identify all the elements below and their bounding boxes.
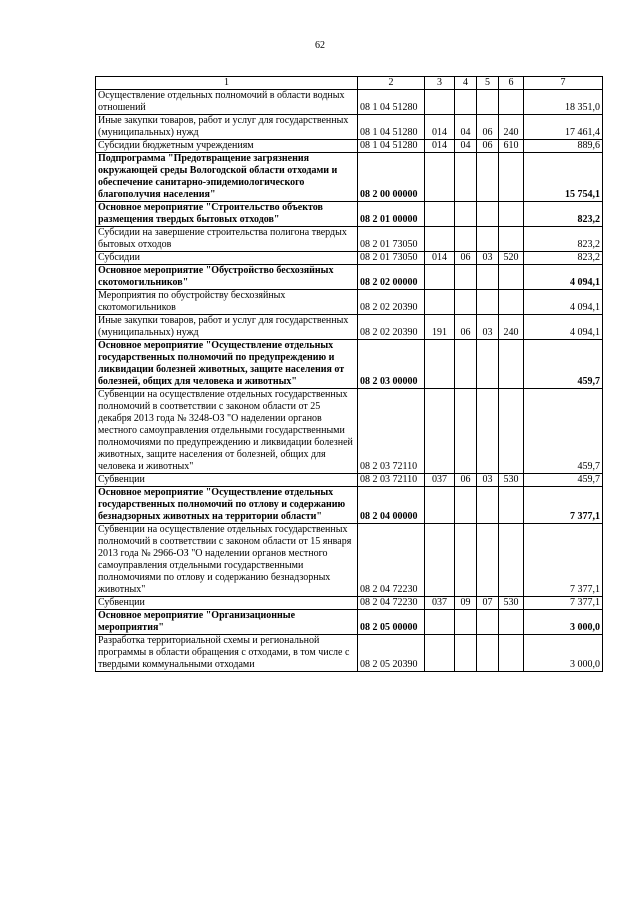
item-code: 08 2 01 73050 [358, 227, 425, 252]
item-grbs [425, 340, 455, 389]
item-expense-type [499, 153, 524, 202]
table-row [96, 252, 603, 265]
item-code: 08 2 02 20390 [358, 290, 425, 315]
item-code: 08 1 04 51280 [358, 115, 425, 140]
item-code: 08 2 03 72110 [358, 474, 425, 487]
item-name: Субсидии бюджетным учреждениям [96, 140, 358, 153]
table-row [96, 227, 603, 252]
item-code: 08 2 03 00000 [358, 340, 425, 389]
item-section [455, 635, 477, 672]
item-name: Иные закупки товаров, работ и услуг для государственных (муниципальных) нужд [96, 115, 358, 140]
item-expense-type: 610 [499, 140, 524, 153]
item-expense-type [499, 610, 524, 635]
item-name: Основное мероприятие "Осуществление отдельных государственных полномочий по отлову и содержанию безнадзорных животных на территории области" [96, 487, 358, 524]
item-sum: 459,7 [524, 389, 603, 474]
item-sum: 7 377,1 [524, 524, 603, 597]
item-section: 06 [455, 252, 477, 265]
item-subsection [477, 524, 499, 597]
item-subsection: 07 [477, 597, 499, 610]
item-expense-type [499, 389, 524, 474]
item-expense-type [499, 524, 524, 597]
item-sum: 823,2 [524, 252, 603, 265]
item-grbs [425, 610, 455, 635]
item-name: Субвенции на осуществление отдельных государственных полномочий в соответствии с законом области от 15 января 2013 года № 2966-ОЗ "О наделении органов местного самоуправления отдельными государственными полномочиями по отлову и содержанию безнадзорных животных" [96, 524, 358, 597]
table-row [96, 524, 603, 597]
table-row [96, 290, 603, 315]
item-code: 08 2 05 00000 [358, 610, 425, 635]
item-grbs [425, 90, 455, 115]
item-expense-type [499, 202, 524, 227]
item-grbs: 014 [425, 115, 455, 140]
page-number: 62 [315, 40, 325, 51]
item-sum: 823,2 [524, 202, 603, 227]
item-sum: 3 000,0 [524, 635, 603, 672]
item-grbs [425, 265, 455, 290]
table-row [96, 315, 603, 340]
item-name: Мероприятия по обустройству бесхозяйных скотомогильников [96, 290, 358, 315]
item-sum: 459,7 [524, 474, 603, 487]
item-sum: 7 377,1 [524, 597, 603, 610]
item-sum: 459,7 [524, 340, 603, 389]
item-expense-type [499, 635, 524, 672]
item-subsection [477, 635, 499, 672]
item-subsection [477, 202, 499, 227]
item-section [455, 202, 477, 227]
item-name: Основное мероприятие "Обустройство бесхозяйных скотомогильников" [96, 265, 358, 290]
item-subsection: 03 [477, 315, 499, 340]
table-row [96, 597, 603, 610]
item-sum: 18 351,0 [524, 90, 603, 115]
table-row [96, 140, 603, 153]
item-section [455, 389, 477, 474]
item-subsection [477, 265, 499, 290]
item-grbs: 037 [425, 474, 455, 487]
table-row [96, 153, 603, 202]
item-sum: 17 461,4 [524, 115, 603, 140]
table-row [96, 474, 603, 487]
item-sum: 7 377,1 [524, 487, 603, 524]
table-row [96, 610, 603, 635]
item-name: Иные закупки товаров, работ и услуг для государственных (муниципальных) нужд [96, 315, 358, 340]
item-expense-type [499, 487, 524, 524]
item-code: 08 2 04 72230 [358, 597, 425, 610]
item-grbs [425, 290, 455, 315]
item-subsection [477, 153, 499, 202]
item-sum: 4 094,1 [524, 290, 603, 315]
item-grbs [425, 202, 455, 227]
item-name: Основное мероприятие "Осуществление отдельных государственных полномочий по предупреждению и ликвидации болезней животных, защите населения от болезней, общих для человека и животных" [96, 340, 358, 389]
header-cell-6: 6 [499, 77, 524, 90]
item-expense-type: 530 [499, 474, 524, 487]
item-name: Разработка территориальной схемы и региональной программы в области обращения с отходами, в том числе с твердыми коммунальными отходами [96, 635, 358, 672]
item-code: 08 2 02 20390 [358, 315, 425, 340]
item-expense-type: 240 [499, 315, 524, 340]
item-subsection [477, 487, 499, 524]
header-cell-1: 1 [96, 77, 358, 90]
item-subsection [477, 340, 499, 389]
item-name: Субвенции [96, 474, 358, 487]
item-subsection [477, 389, 499, 474]
item-subsection [477, 90, 499, 115]
table-row [96, 340, 603, 389]
item-section: 06 [455, 474, 477, 487]
item-subsection [477, 610, 499, 635]
item-expense-type [499, 90, 524, 115]
item-section: 06 [455, 315, 477, 340]
item-subsection: 06 [477, 140, 499, 153]
header-cell-5: 5 [477, 77, 499, 90]
table-row [96, 487, 603, 524]
item-code: 08 2 01 00000 [358, 202, 425, 227]
item-grbs: 014 [425, 252, 455, 265]
table-row [96, 265, 603, 290]
item-expense-type: 520 [499, 252, 524, 265]
item-section: 04 [455, 140, 477, 153]
item-section [455, 524, 477, 597]
item-sum: 4 094,1 [524, 265, 603, 290]
header-cell-2: 2 [358, 77, 425, 90]
item-code: 08 2 04 72230 [358, 524, 425, 597]
table-row [96, 389, 603, 474]
item-section [455, 90, 477, 115]
item-section [455, 265, 477, 290]
header-cell-3: 3 [425, 77, 455, 90]
header-cell-7: 7 [524, 77, 603, 90]
item-sum: 823,2 [524, 227, 603, 252]
item-expense-type [499, 227, 524, 252]
item-section [455, 340, 477, 389]
item-code: 08 2 01 73050 [358, 252, 425, 265]
item-section [455, 290, 477, 315]
item-section [455, 610, 477, 635]
item-grbs: 037 [425, 597, 455, 610]
item-sum: 3 000,0 [524, 610, 603, 635]
table-row [96, 635, 603, 672]
item-code: 08 2 05 20390 [358, 635, 425, 672]
item-expense-type: 240 [499, 115, 524, 140]
item-name: Субвенции на осуществление отдельных государственных полномочий в соответствии с законом области от 25 декабря 2013 года № 3248-ОЗ "О наделении органов местного самоуправления отдельными государственными полномочиями по предупреждению и ликвидации болезней животных, защите населения от болезней, общих для человека и животных" [96, 389, 358, 474]
table-row [96, 90, 603, 115]
item-name: Субсидии [96, 252, 358, 265]
item-subsection [477, 290, 499, 315]
budget-table [95, 76, 603, 672]
table-row [96, 115, 603, 140]
item-subsection [477, 227, 499, 252]
table-row [96, 202, 603, 227]
item-sum: 4 094,1 [524, 315, 603, 340]
item-expense-type [499, 290, 524, 315]
item-name: Субсидии на завершение строительства полигона твердых бытовых отходов [96, 227, 358, 252]
item-code: 08 2 00 00000 [358, 153, 425, 202]
header-row [96, 77, 603, 90]
item-code: 08 2 03 72110 [358, 389, 425, 474]
item-section [455, 227, 477, 252]
item-sum: 15 754,1 [524, 153, 603, 202]
item-grbs [425, 389, 455, 474]
item-name: Основное мероприятие "Организационные мероприятия" [96, 610, 358, 635]
item-code: 08 1 04 51280 [358, 140, 425, 153]
item-name: Субвенции [96, 597, 358, 610]
item-subsection: 06 [477, 115, 499, 140]
item-expense-type [499, 265, 524, 290]
item-name: Основное мероприятие "Строительство объектов размещения твердых бытовых отходов" [96, 202, 358, 227]
item-name: Осуществление отдельных полномочий в области водных отношений [96, 90, 358, 115]
item-code: 08 2 02 00000 [358, 265, 425, 290]
item-grbs [425, 524, 455, 597]
item-section [455, 487, 477, 524]
header-cell-4: 4 [455, 77, 477, 90]
item-grbs [425, 227, 455, 252]
item-subsection: 03 [477, 252, 499, 265]
item-code: 08 1 04 51280 [358, 90, 425, 115]
item-grbs: 014 [425, 140, 455, 153]
item-sum: 889,6 [524, 140, 603, 153]
item-grbs [425, 487, 455, 524]
item-section: 04 [455, 115, 477, 140]
item-code: 08 2 04 00000 [358, 487, 425, 524]
item-grbs [425, 635, 455, 672]
item-grbs [425, 153, 455, 202]
item-section: 09 [455, 597, 477, 610]
item-expense-type [499, 340, 524, 389]
item-expense-type: 530 [499, 597, 524, 610]
item-name: Подпрограмма "Предотвращение загрязнения окружающей среды Вологодской области отходами и обеспечение санитарно-эпидемиологического благополучия населения" [96, 153, 358, 202]
item-subsection: 03 [477, 474, 499, 487]
item-grbs: 191 [425, 315, 455, 340]
item-section [455, 153, 477, 202]
